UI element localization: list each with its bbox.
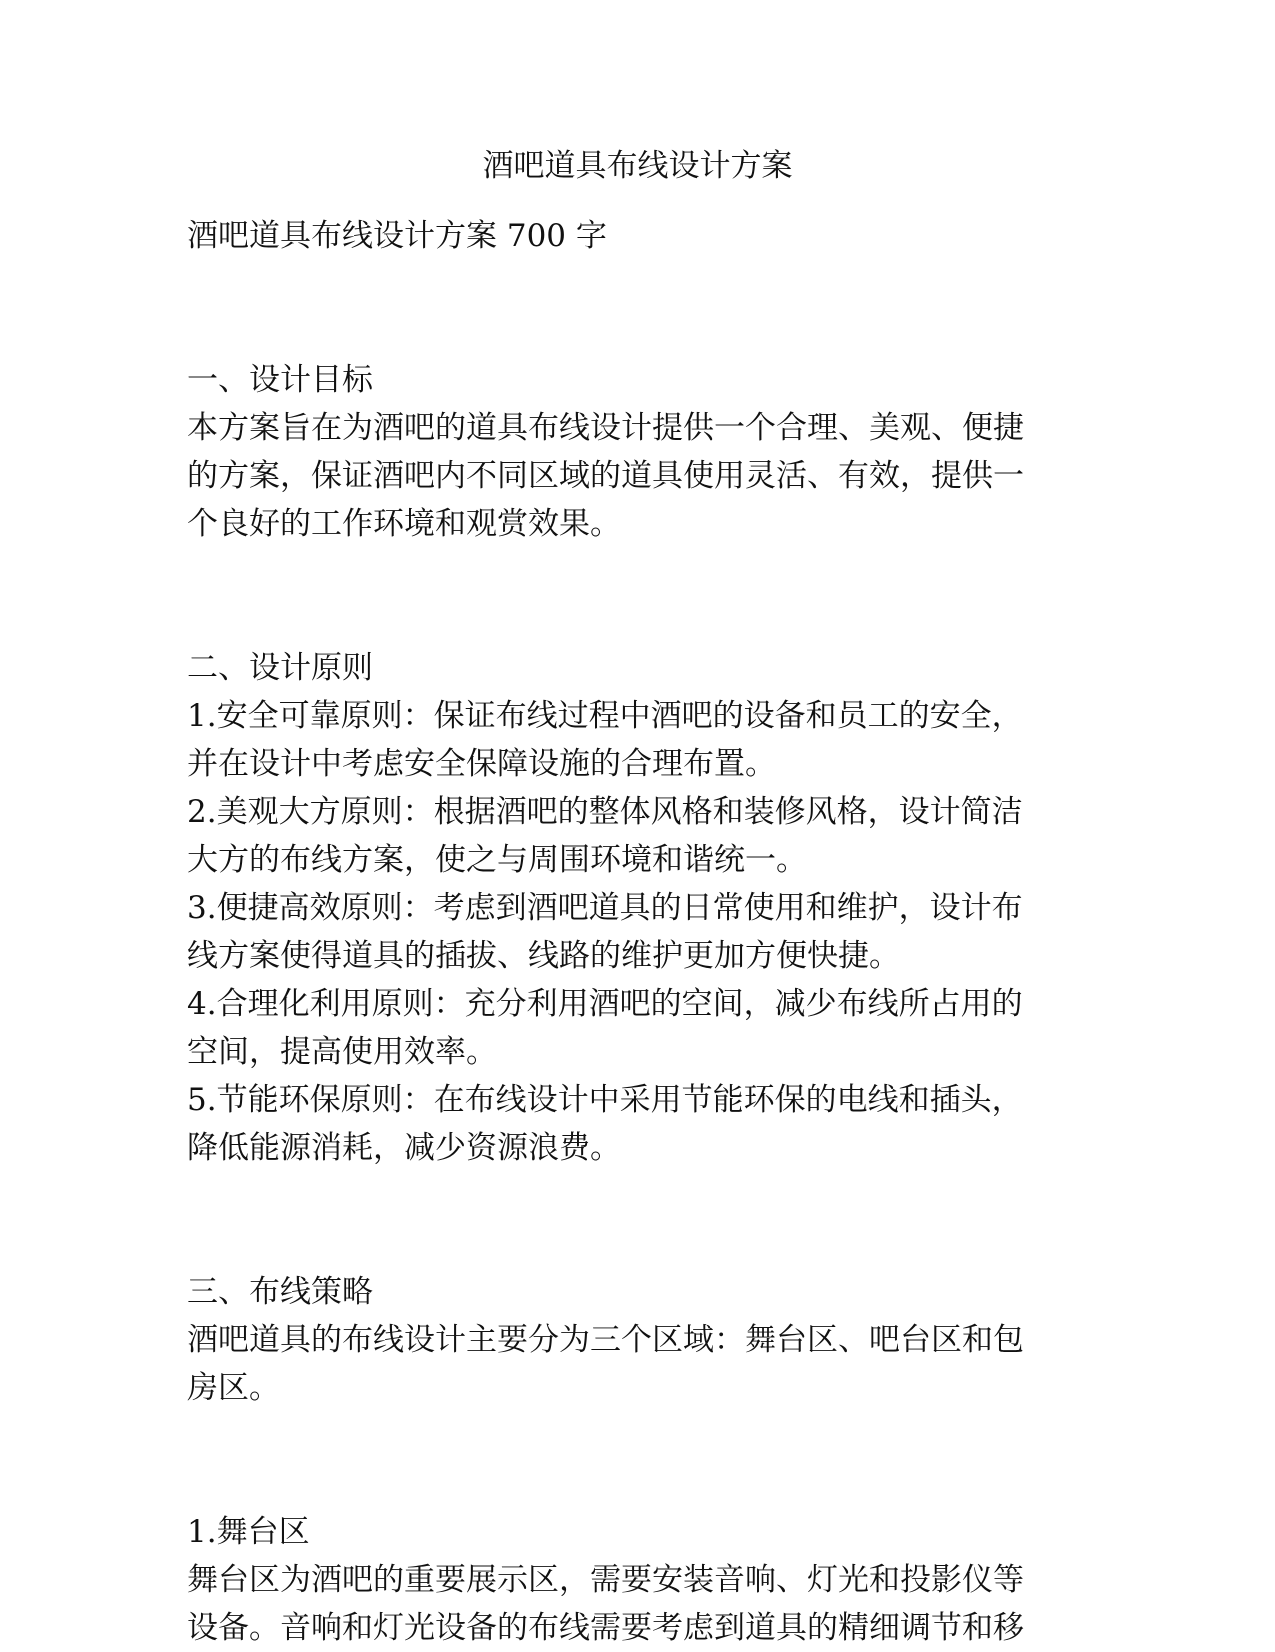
paragraph-line: 并在设计中考虑安全保障设施的合理布置。 [187, 746, 776, 782]
blank-line [187, 1412, 1087, 1460]
subsection-heading-stage: 1.舞台区 [187, 1514, 310, 1550]
document-subtitle: 酒吧道具布线设计方案 700 字 [187, 218, 607, 254]
section-heading-strategy: 三、布线策略 [187, 1274, 373, 1310]
paragraph-line: 设备。音响和灯光设备的布线需要考虑到道具的精细调节和移 [187, 1610, 1024, 1646]
paragraph-line: 2.美观大方原则：根据酒吧的整体风格和装修风格，设计简洁 [187, 794, 1023, 830]
document-body [187, 212, 1087, 1652]
paragraph-line: 舞台区为酒吧的重要展示区，需要安装音响、灯光和投影仪等 [187, 1562, 1024, 1598]
spacer [187, 596, 1087, 644]
paragraph-line: 酒吧道具的布线设计主要分为三个区域：舞台区、吧台区和包 [187, 1322, 1024, 1358]
blank-line [187, 260, 1087, 308]
spacer [187, 1220, 1087, 1268]
paragraph-line: 大方的布线方案，使之与周围环境和谐统一。 [187, 842, 807, 878]
paragraph-line: 本方案旨在为酒吧的道具布线设计提供一个合理、美观、便捷 [187, 410, 1024, 446]
paragraph-line: 5.节能环保原则：在布线设计中采用节能环保的电线和插头， [187, 1082, 1023, 1118]
section-heading-principles: 二、设计原则 [187, 650, 373, 686]
paragraph-line: 3.便捷高效原则：考虑到酒吧道具的日常使用和维护，设计布 [187, 890, 1023, 926]
paragraph-line: 1.安全可靠原则：保证布线过程中酒吧的设备和员工的安全， [187, 698, 1023, 734]
paragraph-line: 房区。 [187, 1370, 280, 1406]
spacer [187, 308, 1087, 356]
section-heading-goals: 一、设计目标 [187, 362, 373, 398]
blank-line [187, 1172, 1087, 1220]
paragraph-line: 降低能源消耗，减少资源浪费。 [187, 1130, 621, 1166]
paragraph-line: 空间，提高使用效率。 [187, 1034, 497, 1070]
paragraph-line: 4.合理化利用原则：充分利用酒吧的空间，减少布线所占用的 [187, 986, 1023, 1022]
spacer [187, 1460, 1087, 1508]
paragraph-line: 的方案，保证酒吧内不同区域的道具使用灵活、有效，提供一 [187, 458, 1024, 494]
paragraph-line: 线方案使得道具的插拔、线路的维护更加方便快捷。 [187, 938, 900, 974]
paragraph-line: 个良好的工作环境和观赏效果。 [187, 506, 621, 542]
blank-line [187, 548, 1087, 596]
document-title: 酒吧道具布线设计方案 [482, 148, 793, 184]
